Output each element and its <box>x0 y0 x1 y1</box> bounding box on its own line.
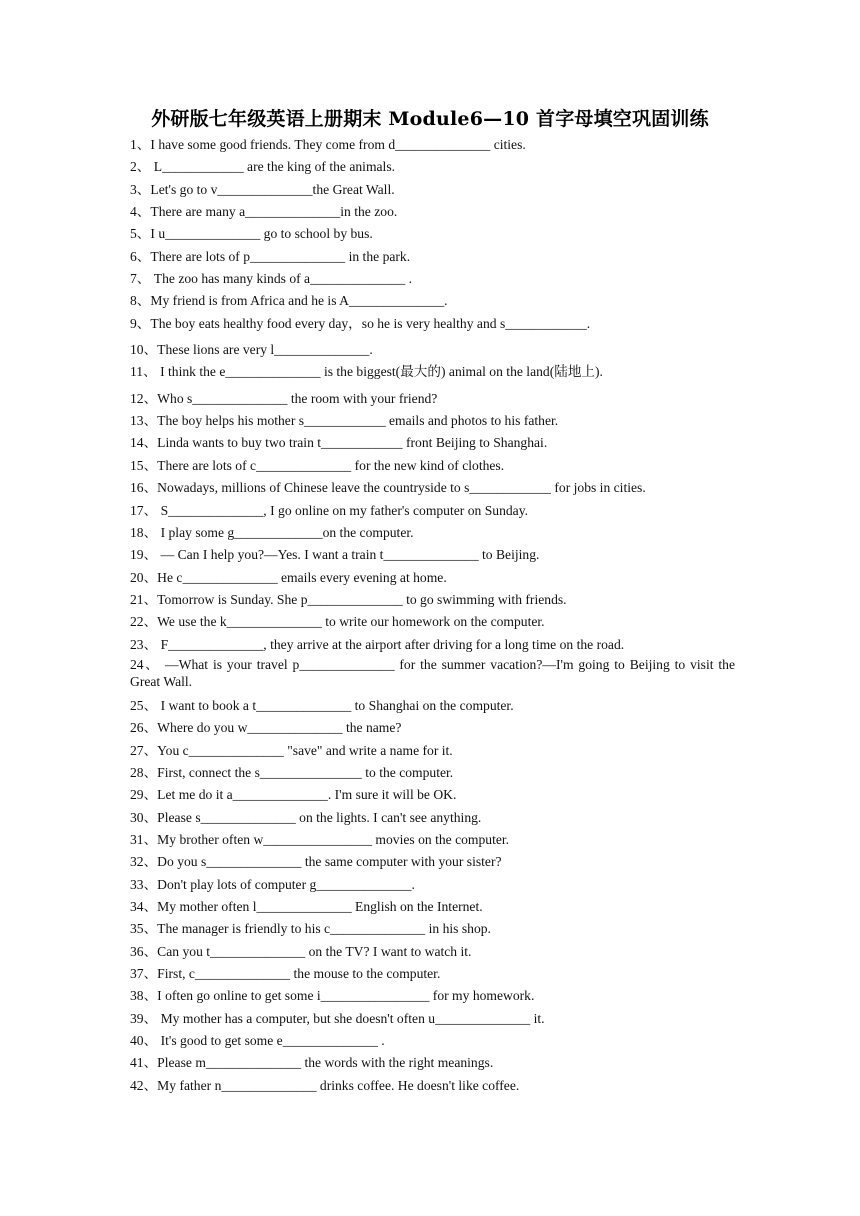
exercise-item: 8、My friend is from Africa and he is A______________. <box>130 293 448 309</box>
exercise-item: 2、 L____________ are the king of the animals. <box>130 159 396 175</box>
exercise-item: 30、Please s______________ on the lights. I can't see anything. <box>130 809 482 825</box>
exercise-item: 1、I have some good friends. They come from d______________ cities. <box>130 137 526 152</box>
exercise-item: 12、Who s______________ the room with your friend? <box>130 390 438 406</box>
exercise-item: 26、Where do you w______________ the name? <box>130 720 402 736</box>
exercise-item: 37、First, c______________ the mouse to the computer. <box>130 966 441 982</box>
exercise-item: 13、The boy helps his mother s____________ emails and photos to his father. <box>130 413 559 429</box>
exercise-item: 6、There are lots of p______________ in the park. <box>130 248 411 264</box>
exercise-item: 39、 My mother has a computer, but she doesn't often u______________ it. <box>130 1010 545 1026</box>
exercise-item: 22、We use the k______________ to write our homework on the computer. <box>130 614 545 630</box>
exercise-list <box>130 134 735 1097</box>
exercise-item: 21、Tomorrow is Sunday. She p______________ to go swimming with friends. <box>130 591 567 607</box>
exercise-item: 16、Nowadays, millions of Chinese leave the countryside to s____________ for jobs in cities. <box>130 480 646 496</box>
exercise-item: 28、First, connect the s_______________ to the computer. <box>130 764 454 780</box>
exercise-item: 19、 — Can I help you?—Yes. I want a train t______________ to Beijing. <box>130 547 540 563</box>
exercise-item: 38、I often go online to get some i________________ for my homework. <box>130 988 535 1004</box>
exercise-item: 10、These lions are very l______________. <box>130 342 373 358</box>
exercise-item: 15、There are lots of c______________ for the new kind of clothes. <box>130 457 505 473</box>
exercise-item: 35、The manager is friendly to his c______________ in his shop. <box>130 921 491 937</box>
exercise-item: 4、There are many a______________in the zoo. <box>130 204 398 220</box>
exercise-item: 18、 I play some g_____________on the computer. <box>130 524 414 540</box>
exercise-item: 40、 It's good to get some e______________ . <box>130 1033 385 1049</box>
exercise-item: 42、My father n______________ drinks coffee. He doesn't like coffee. <box>130 1077 520 1093</box>
exercise-item: 5、I u______________ go to school by bus. <box>130 226 373 242</box>
exercise-item: 27、You c______________ "save" and write a name for it. <box>130 742 453 758</box>
exercise-item: 20、He c______________ emails every evening at home. <box>130 569 447 585</box>
exercise-item: 33、Don't play lots of computer g______________. <box>130 876 415 892</box>
exercise-item: 25、 I want to book a t______________ to Shanghai on the computer. <box>130 697 514 713</box>
exercise-item: 32、Do you s______________ the same computer with your sister? <box>130 854 502 870</box>
exercise-item: 3、Let's go to v______________the Great Wall. <box>130 181 395 197</box>
exercise-item: 41、Please m______________ the words with the right meanings. <box>130 1055 494 1071</box>
page-title: 外研版七年级英语上册期末 Module6—10 首字母填空巩固训练 <box>151 108 709 130</box>
exercise-item: 23、 F______________, they arrive at the airport after driving for a long time on the road. <box>130 636 625 652</box>
exercise-item: 24、 —What is your travel p______________ for the summer vacation?—I'm going to Beijing to visit the Great Wall. <box>130 656 735 690</box>
exercise-item: 11、 I think the e______________ is the biggest(最大的) animal on the land(陆地上). <box>130 364 603 380</box>
exercise-item: 17、 S______________, I go online on my father's computer on Sunday. <box>130 502 529 518</box>
exercise-item: 34、My mother often l______________ English on the Internet. <box>130 899 483 914</box>
exercise-item: 31、My brother often w________________ movies on the computer. <box>130 831 510 847</box>
exercise-item: 29、Let me do it a______________. I'm sure it will be OK. <box>130 787 457 803</box>
exercise-item: 14、Linda wants to buy two train t____________ front Beijing to Shanghai. <box>130 435 548 451</box>
exercise-item: 9、The boy eats healthy food every day，so he is very healthy and s____________. <box>130 315 591 331</box>
exercise-item: 7、 The zoo has many kinds of a______________ . <box>130 271 413 287</box>
exercise-item: 36、Can you t______________ on the TV? I want to watch it. <box>130 943 472 959</box>
